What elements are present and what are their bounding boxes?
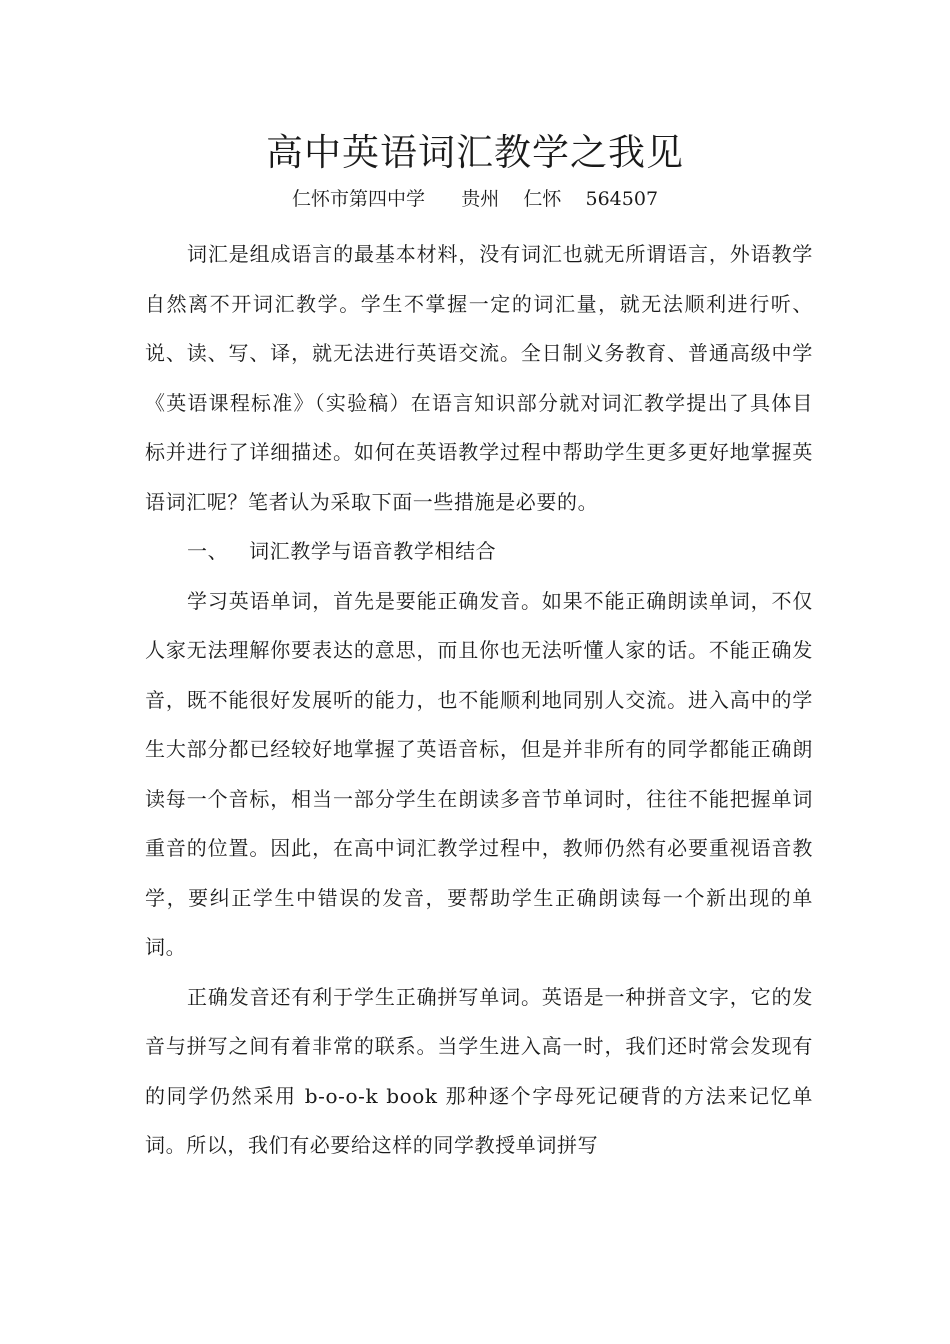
paragraph-pronunciation: 学习英语单词，首先是要能正确发音。如果不能正确朗读单词，不仅人家无法理解你要表达的意思，而且你也无法听懂人家的话。不能正确发音，既不能很好发展听的能力，也不能顺利地同别人交流。进入高中的学生大部分都已经较好地掌握了英语音标，但是并非所有的同学都能正确朗读每一个音标，相当一部分学生在朗读多音节单词时，往往不能把握单词重音的位置。因此，在高中词汇教学过程中，教师仍然有必要重视语音教学，要纠正学生中错误的发音，要帮助学生正确朗读每一个新出现的单词。 (145, 588, 813, 959)
document-body (145, 230, 813, 1171)
paragraph-intro: 词汇是组成语言的最基本材料，没有词汇也就无所谓语言，外语教学自然离不开词汇教学。学生不掌握一定的词汇量，就无法顺利进行听、说、读、写、译，就无法进行英语交流。全日制义务教育、普通高级中学《英语课程标准》（实验稿）在语言知识部分就对词汇教学提出了具体目标并进行了详细描述。如何在英语教学过程中帮助学生更多更好地掌握英语词汇呢？笔者认为采取下面一些措施是必要的。 (145, 242, 813, 514)
document-title: 高中英语词汇教学之我见 (266, 131, 684, 174)
section-heading: 一、 词汇教学与语音教学相结合 (187, 539, 497, 563)
paragraph-spelling: 正确发音还有利于学生正确拼写单词。英语是一种拼音文字，它的发音与拼写之间有着非常的联系。当学生进入高一时，我们还时常会发现有的同学仍然采用 b-o-o-k book 那种逐个字母死记硬背的方法来记忆单词。所以，我们有必要给这样的同学教授单词拼写 (145, 984, 813, 1157)
author-byline: 仁怀市第四中学 贵州 仁怀 564507 (291, 188, 659, 210)
